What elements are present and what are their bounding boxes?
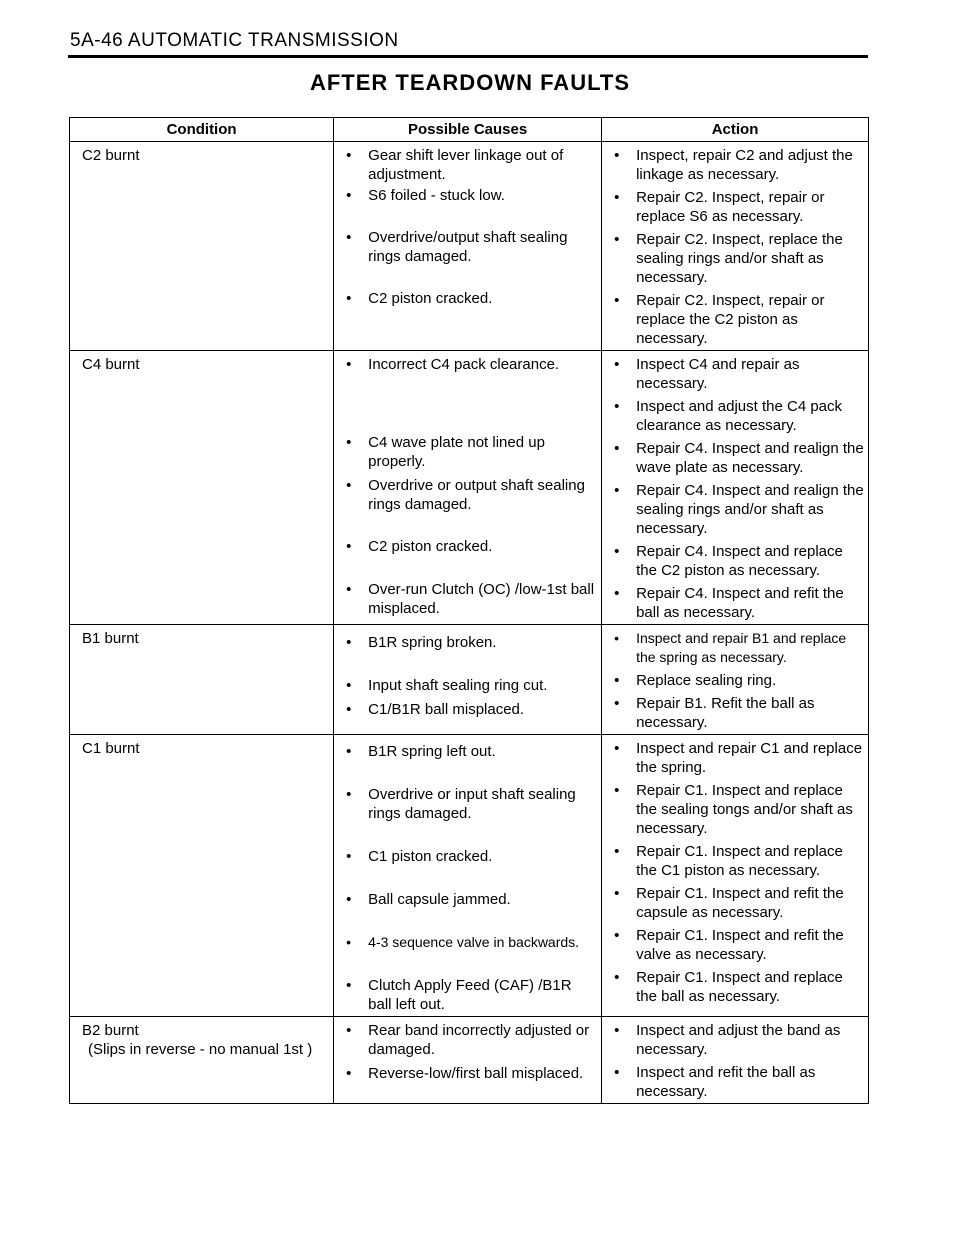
cause-text: Clutch Apply Feed (CAF) /B1R ball left out. xyxy=(368,977,572,1013)
bullet-icon: • xyxy=(614,630,619,646)
causes-cell xyxy=(334,735,602,1017)
list-item xyxy=(338,633,597,671)
bullet-icon: • xyxy=(346,677,352,694)
list-item xyxy=(338,890,597,928)
cause-text: C4 wave plate not lined up properly. xyxy=(368,434,545,470)
bullet-icon: • xyxy=(614,1022,620,1039)
bullet-icon: • xyxy=(614,147,620,164)
list-item xyxy=(606,1021,864,1059)
list-item xyxy=(338,742,597,780)
bullet-icon: • xyxy=(614,672,620,689)
bullet-icon: • xyxy=(346,634,352,651)
cause-text: Reverse-low/first ball misplaced. xyxy=(368,1065,584,1082)
bullet-icon: • xyxy=(346,477,352,494)
action-text: Inspect C4 and repair as necessary. xyxy=(636,356,800,392)
list-item xyxy=(338,433,597,471)
list-item xyxy=(338,976,597,1014)
cause-text: C2 piston cracked. xyxy=(368,290,493,307)
table-header-row xyxy=(70,118,869,142)
list-item xyxy=(338,289,597,308)
column-header-condition: Condition xyxy=(70,118,334,142)
list-item xyxy=(606,291,864,348)
bullet-icon: • xyxy=(346,891,352,908)
bullet-icon: • xyxy=(346,786,352,803)
list-item xyxy=(606,355,864,393)
list-item xyxy=(338,700,597,719)
bullet-icon: • xyxy=(346,1022,352,1039)
cause-text: Ball capsule jammed. xyxy=(368,891,511,908)
table-row xyxy=(70,1017,869,1104)
action-text: Inspect and repair C1 and replace the spring. xyxy=(636,740,863,776)
bullet-icon: • xyxy=(346,1065,352,1082)
bullet-icon: • xyxy=(614,695,620,712)
bullet-icon: • xyxy=(346,848,352,865)
action-text: Repair B1. Refit the ball as necessary. xyxy=(636,695,815,731)
bullet-icon: • xyxy=(346,187,352,204)
list-item xyxy=(338,580,597,618)
list-item xyxy=(606,842,864,880)
actions-cell xyxy=(602,735,869,1017)
action-text: Repair C4. Inspect and refit the ball as necessary. xyxy=(636,585,844,621)
action-text: Repair C2. Inspect, repair or replace the C2 piston as necessary. xyxy=(636,292,825,347)
bullet-icon: • xyxy=(614,482,620,499)
condition-cell xyxy=(70,142,334,351)
list-item xyxy=(606,781,864,838)
cause-text: Overdrive or input shaft sealing rings damaged. xyxy=(368,786,576,822)
condition-cell xyxy=(70,351,334,625)
action-text: Repair C4. Inspect and realign the wave plate as necessary. xyxy=(636,440,864,476)
cause-text: 4-3 sequence valve in backwards. xyxy=(368,934,580,950)
cause-text: Overdrive/output shaft sealing rings damaged. xyxy=(368,229,568,265)
causes-cell xyxy=(334,625,602,735)
bullet-icon: • xyxy=(614,356,620,373)
list-item xyxy=(338,847,597,885)
actions-cell xyxy=(602,625,869,735)
list-item xyxy=(606,671,864,690)
list-item xyxy=(338,933,597,971)
action-text: Repair C1. Inspect and replace the sealing tongs and/or shaft as necessary. xyxy=(636,782,853,837)
bullet-icon: • xyxy=(346,290,352,307)
causes-cell xyxy=(334,351,602,625)
cause-text: Input shaft sealing ring cut. xyxy=(368,677,548,694)
list-item xyxy=(338,186,597,224)
bullet-icon: • xyxy=(346,434,352,451)
action-text: Inspect and adjust the band as necessary. xyxy=(636,1022,841,1058)
bullet-icon: • xyxy=(614,543,620,560)
list-item xyxy=(338,1064,597,1083)
list-item xyxy=(606,439,864,477)
action-text: Inspect and adjust the C4 pack clearance as necessary. xyxy=(636,398,843,434)
bullet-icon: • xyxy=(614,440,620,457)
list-item xyxy=(606,230,864,287)
bullet-icon: • xyxy=(614,740,620,757)
action-text: Inspect, repair C2 and adjust the linkage as necessary. xyxy=(636,147,853,183)
table-row xyxy=(70,351,869,625)
cause-text: Incorrect C4 pack clearance. xyxy=(368,356,560,373)
header-divider xyxy=(68,55,868,58)
list-item xyxy=(606,188,864,226)
bullet-icon: • xyxy=(346,229,352,246)
cause-text: Gear shift lever linkage out of adjustment. xyxy=(368,147,564,183)
action-text: Repair C1. Inspect and refit the capsule as necessary. xyxy=(636,885,844,921)
condition-label: B2 burnt xyxy=(82,1022,139,1039)
bullet-icon: • xyxy=(614,585,620,602)
faults-table xyxy=(69,117,869,1104)
bullet-icon: • xyxy=(346,701,352,718)
action-text: Repair C2. Inspect, replace the sealing rings and/or shaft as necessary. xyxy=(636,231,843,286)
list-item xyxy=(338,476,597,533)
bullet-icon: • xyxy=(614,885,620,902)
bullet-icon: • xyxy=(346,538,352,555)
bullet-icon: • xyxy=(346,743,352,760)
table-row xyxy=(70,735,869,1017)
list-item xyxy=(606,926,864,964)
list-item xyxy=(606,884,864,922)
list-item xyxy=(338,785,597,842)
cause-text: B1R spring broken. xyxy=(368,634,497,651)
cause-text: C2 piston cracked. xyxy=(368,538,493,555)
condition-sublabel: (Slips in reverse - no manual 1st ) xyxy=(88,1041,313,1058)
table-row xyxy=(70,142,869,351)
action-text: Replace sealing ring. xyxy=(636,672,777,689)
bullet-icon: • xyxy=(614,1064,620,1081)
action-text: Repair C4. Inspect and replace the C2 piston as necessary. xyxy=(636,543,843,579)
list-item xyxy=(338,228,597,285)
action-text: Inspect and refit the ball as necessary. xyxy=(636,1064,816,1100)
condition-cell xyxy=(70,1017,334,1104)
causes-cell xyxy=(334,142,602,351)
action-text: Inspect and repair B1 and replace the spring as necessary. xyxy=(636,630,847,665)
page-header: 5A-46 AUTOMATIC TRANSMISSION xyxy=(70,30,399,51)
action-text: Repair C4. Inspect and realign the sealing rings and/or shaft as necessary. xyxy=(636,482,864,537)
list-item xyxy=(338,537,597,575)
list-item xyxy=(338,355,597,431)
cause-text: Rear band incorrectly adjusted or damaged. xyxy=(368,1022,590,1058)
action-text: Repair C1. Inspect and refit the valve as necessary. xyxy=(636,927,844,963)
list-item xyxy=(606,584,864,622)
bullet-icon: • xyxy=(614,292,620,309)
actions-cell xyxy=(602,142,869,351)
bullet-icon: • xyxy=(346,977,352,994)
bullet-icon: • xyxy=(346,934,352,950)
bullet-icon: • xyxy=(614,189,620,206)
action-text: Repair C1. Inspect and replace the C1 piston as necessary. xyxy=(636,843,843,879)
bullet-icon: • xyxy=(614,782,620,799)
list-item xyxy=(606,146,864,184)
bullet-icon: • xyxy=(346,147,352,164)
cause-text: Overdrive or output shaft sealing rings damaged. xyxy=(368,477,585,513)
bullet-icon: • xyxy=(346,356,352,373)
condition-label: C1 burnt xyxy=(82,740,140,757)
list-item xyxy=(606,629,864,667)
list-item xyxy=(606,694,864,732)
condition-label: C2 burnt xyxy=(82,147,140,164)
table-row xyxy=(70,625,869,735)
cause-text: B1R spring left out. xyxy=(368,743,496,760)
bullet-icon: • xyxy=(614,969,620,986)
list-item xyxy=(338,1021,597,1059)
bullet-icon: • xyxy=(614,843,620,860)
cause-text: C1/B1R ball misplaced. xyxy=(368,701,525,718)
actions-cell xyxy=(602,1017,869,1104)
list-item xyxy=(606,739,864,777)
list-item xyxy=(338,146,597,184)
list-item xyxy=(606,397,864,435)
list-item xyxy=(338,676,597,695)
condition-label: C4 burnt xyxy=(82,356,140,373)
cause-text: Over-run Clutch (OC) /low-1st ball misplaced. xyxy=(368,581,595,617)
bullet-icon: • xyxy=(346,581,352,598)
condition-label: B1 burnt xyxy=(82,630,139,647)
list-item xyxy=(606,481,864,538)
page-title: AFTER TEARDOWN FAULTS xyxy=(309,70,630,95)
causes-cell xyxy=(334,1017,602,1104)
list-item xyxy=(606,542,864,580)
condition-cell xyxy=(70,625,334,735)
bullet-icon: • xyxy=(614,231,620,248)
bullet-icon: • xyxy=(614,398,620,415)
cause-text: S6 foiled - stuck low. xyxy=(368,187,505,204)
condition-cell xyxy=(70,735,334,1017)
column-header-action: Action xyxy=(602,118,869,142)
list-item xyxy=(606,968,864,1006)
action-text: Repair C1. Inspect and replace the ball as necessary. xyxy=(636,969,843,1005)
actions-cell xyxy=(602,351,869,625)
cause-text: C1 piston cracked. xyxy=(368,848,493,865)
bullet-icon: • xyxy=(614,927,620,944)
list-item xyxy=(606,1063,864,1101)
column-header-possible-causes: Possible Causes xyxy=(334,118,602,142)
action-text: Repair C2. Inspect, repair or replace S6 as necessary. xyxy=(636,189,825,225)
